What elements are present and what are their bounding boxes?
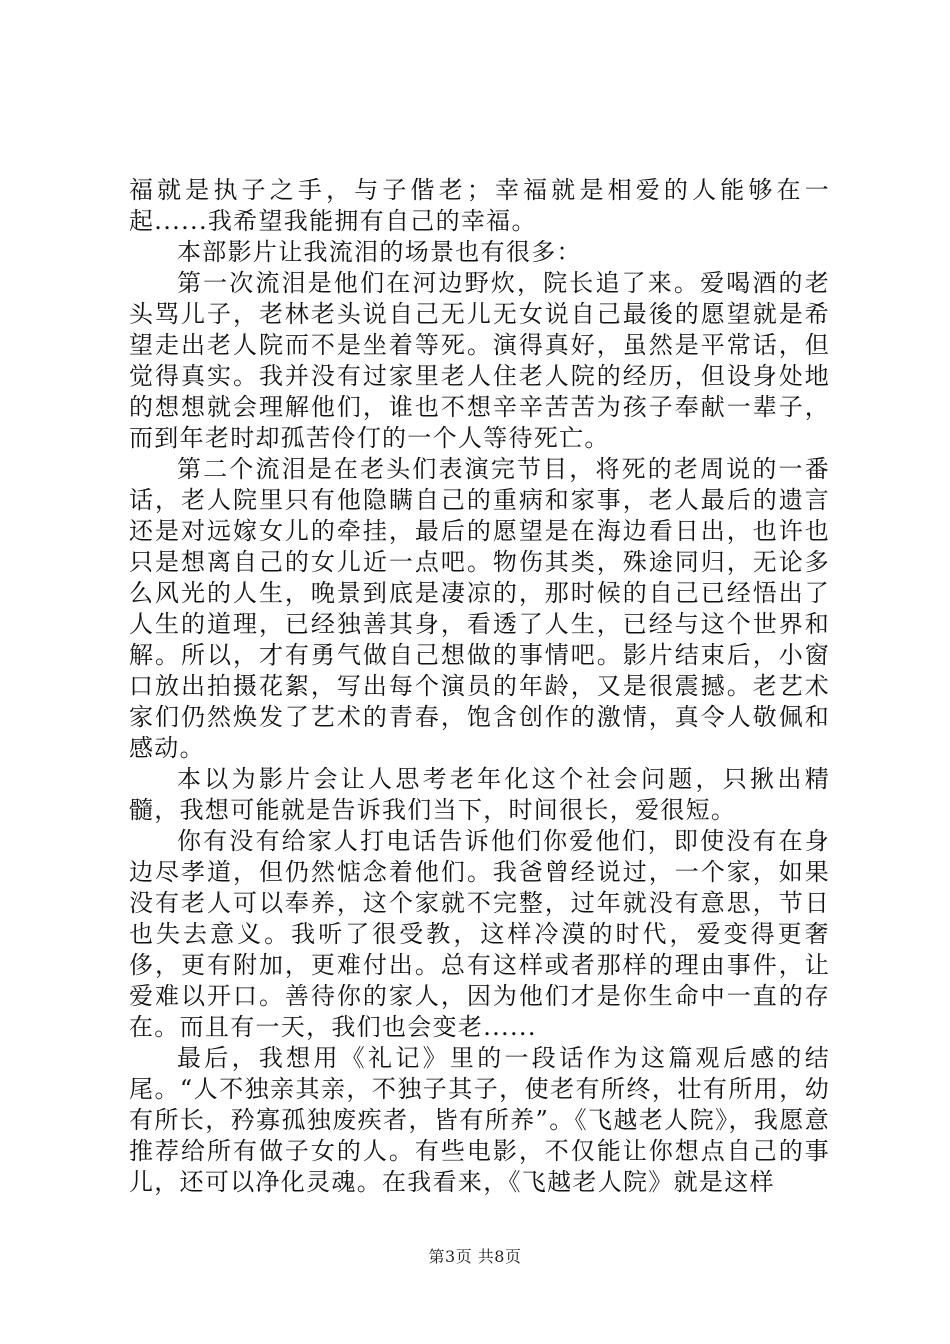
article-body xyxy=(129,175,830,1198)
paragraph: 最后，我想用《礼记》里的一段话作为这篇观后感的结尾。“人不独亲其亲，不独子其子，使老有所终，壮有所用，幼有所长，矜寡孤独废疾者，皆有所养”。《飞越老人院》，我愿意推荐给所有做子女的人。有些电影，不仅能让你想点自己的事儿，还可以净化灵魂。在我看来，《飞越老人院》就是这样 xyxy=(129,1044,830,1196)
paragraph: 本部影片让我流泪的场景也有很多： xyxy=(177,238,582,266)
paragraph: 第一次流泪是他们在河边野炊，院长追了来。爱喝酒的老头骂儿子，老林老头说自己无儿无女说自己最後的愿望就是希望走出老人院而不是坐着等死。演得真好，虽然是平常话，但觉得真实。我并没有过家里老人住老人院的经历，但设身处地的想想就会理解他们，谁也不想辛辛苦苦为孩子奉献一辈子，而到年老时却孤苦伶仃的一个人等待死亡。 xyxy=(129,269,830,452)
page-number: 第3页 共8页 xyxy=(428,1247,522,1266)
paragraph: 第二个流泪是在老头们表演完节目，将死的老周说的一番话，老人院里只有他隐瞒自己的重病和家事，老人最后的遗言还是对远嫁女儿的牵挂，最后的愿望是在海边看日出，也许也只是想离自己的女儿近一点吧。物伤其类，殊途同归，无论多么风光的人生，晚景到底是凄凉的，那时候的自己已经悟出了人生的道理，已经独善其身，看透了人生，已经与这个世界和解。所以，才有勇气做自己想做的事情吧。影片结束后，小窗口放出拍摄花絮，写出每个演员的年龄，又是很震撼。老艺术家们仍然焕发了艺术的青春，饱含创作的激情，真令人敬佩和感动。 xyxy=(129,455,830,762)
paragraph: 本以为影片会让人思考老年化这个社会问题，只揪出精髓，我想可能就是告诉我们当下，时间很长，爱很短。 xyxy=(129,765,830,824)
paragraph: 你有没有给家人打电话告诉他们你爱他们，即使没有在身边尽孝道，但仍然惦念着他们。我爸曾经说过，一个家，如果没有老人可以奉养，这个家就不完整，过年就没有意思，节日也失去意义。我听了很受教，这样冷漠的时代，爱变得更奢侈，更有附加，更难付出。总有这样或者那样的理由事件，让爱难以开口。善待你的家人，因为他们才是你生命中一直的存在。而且有一天，我们也会变老...... xyxy=(129,827,830,1041)
paragraph-continued: 福就是执子之手，与子偕老；幸福就是相爱的人能够在一起......我希望我能拥有自己的幸福。 xyxy=(129,176,830,235)
